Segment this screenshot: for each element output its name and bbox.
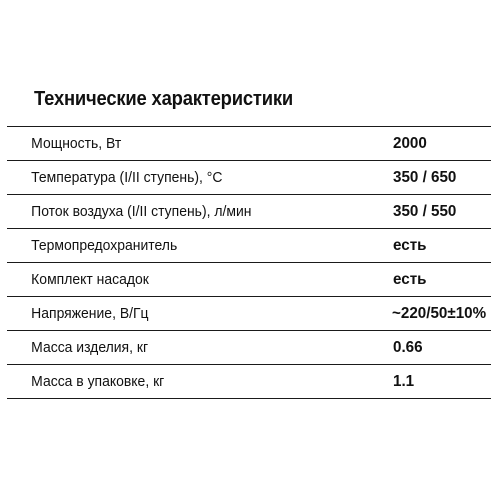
spec-value: есть — [393, 270, 427, 288]
spec-value: есть — [393, 236, 427, 254]
page-title: Технические характеристики — [34, 88, 293, 110]
spec-label: Мощность, Вт — [31, 135, 122, 152]
spec-value: 2000 — [393, 134, 427, 152]
spec-value: 350 / 650 — [393, 168, 457, 186]
spec-label: Напряжение, В/Гц — [31, 305, 149, 322]
spec-row-package-weight — [7, 365, 491, 399]
spec-label: Термопредохранитель — [31, 237, 178, 254]
spec-row-temperature — [7, 161, 491, 195]
spec-label: Комплект насадок — [31, 271, 149, 288]
spec-table — [7, 126, 491, 399]
spec-value: 350 / 550 — [393, 202, 457, 220]
spec-label: Температура (I/II ступень), °C — [31, 169, 223, 186]
spec-label: Поток воздуха (I/II ступень), л/мин — [31, 203, 252, 220]
spec-label: Масса в упаковке, кг — [31, 373, 165, 390]
spec-value: ~220/50±10% — [391, 304, 487, 322]
spec-value: 0.66 — [393, 338, 423, 356]
spec-row-power — [7, 127, 491, 161]
spec-row-nozzle-set — [7, 263, 491, 297]
spec-row-voltage — [7, 297, 491, 331]
spec-value: 1.1 — [393, 372, 415, 390]
spec-row-thermal-fuse — [7, 229, 491, 263]
spec-label: Масса изделия, кг — [31, 339, 149, 356]
spec-row-product-weight — [7, 331, 491, 365]
spec-row-airflow — [7, 195, 491, 229]
